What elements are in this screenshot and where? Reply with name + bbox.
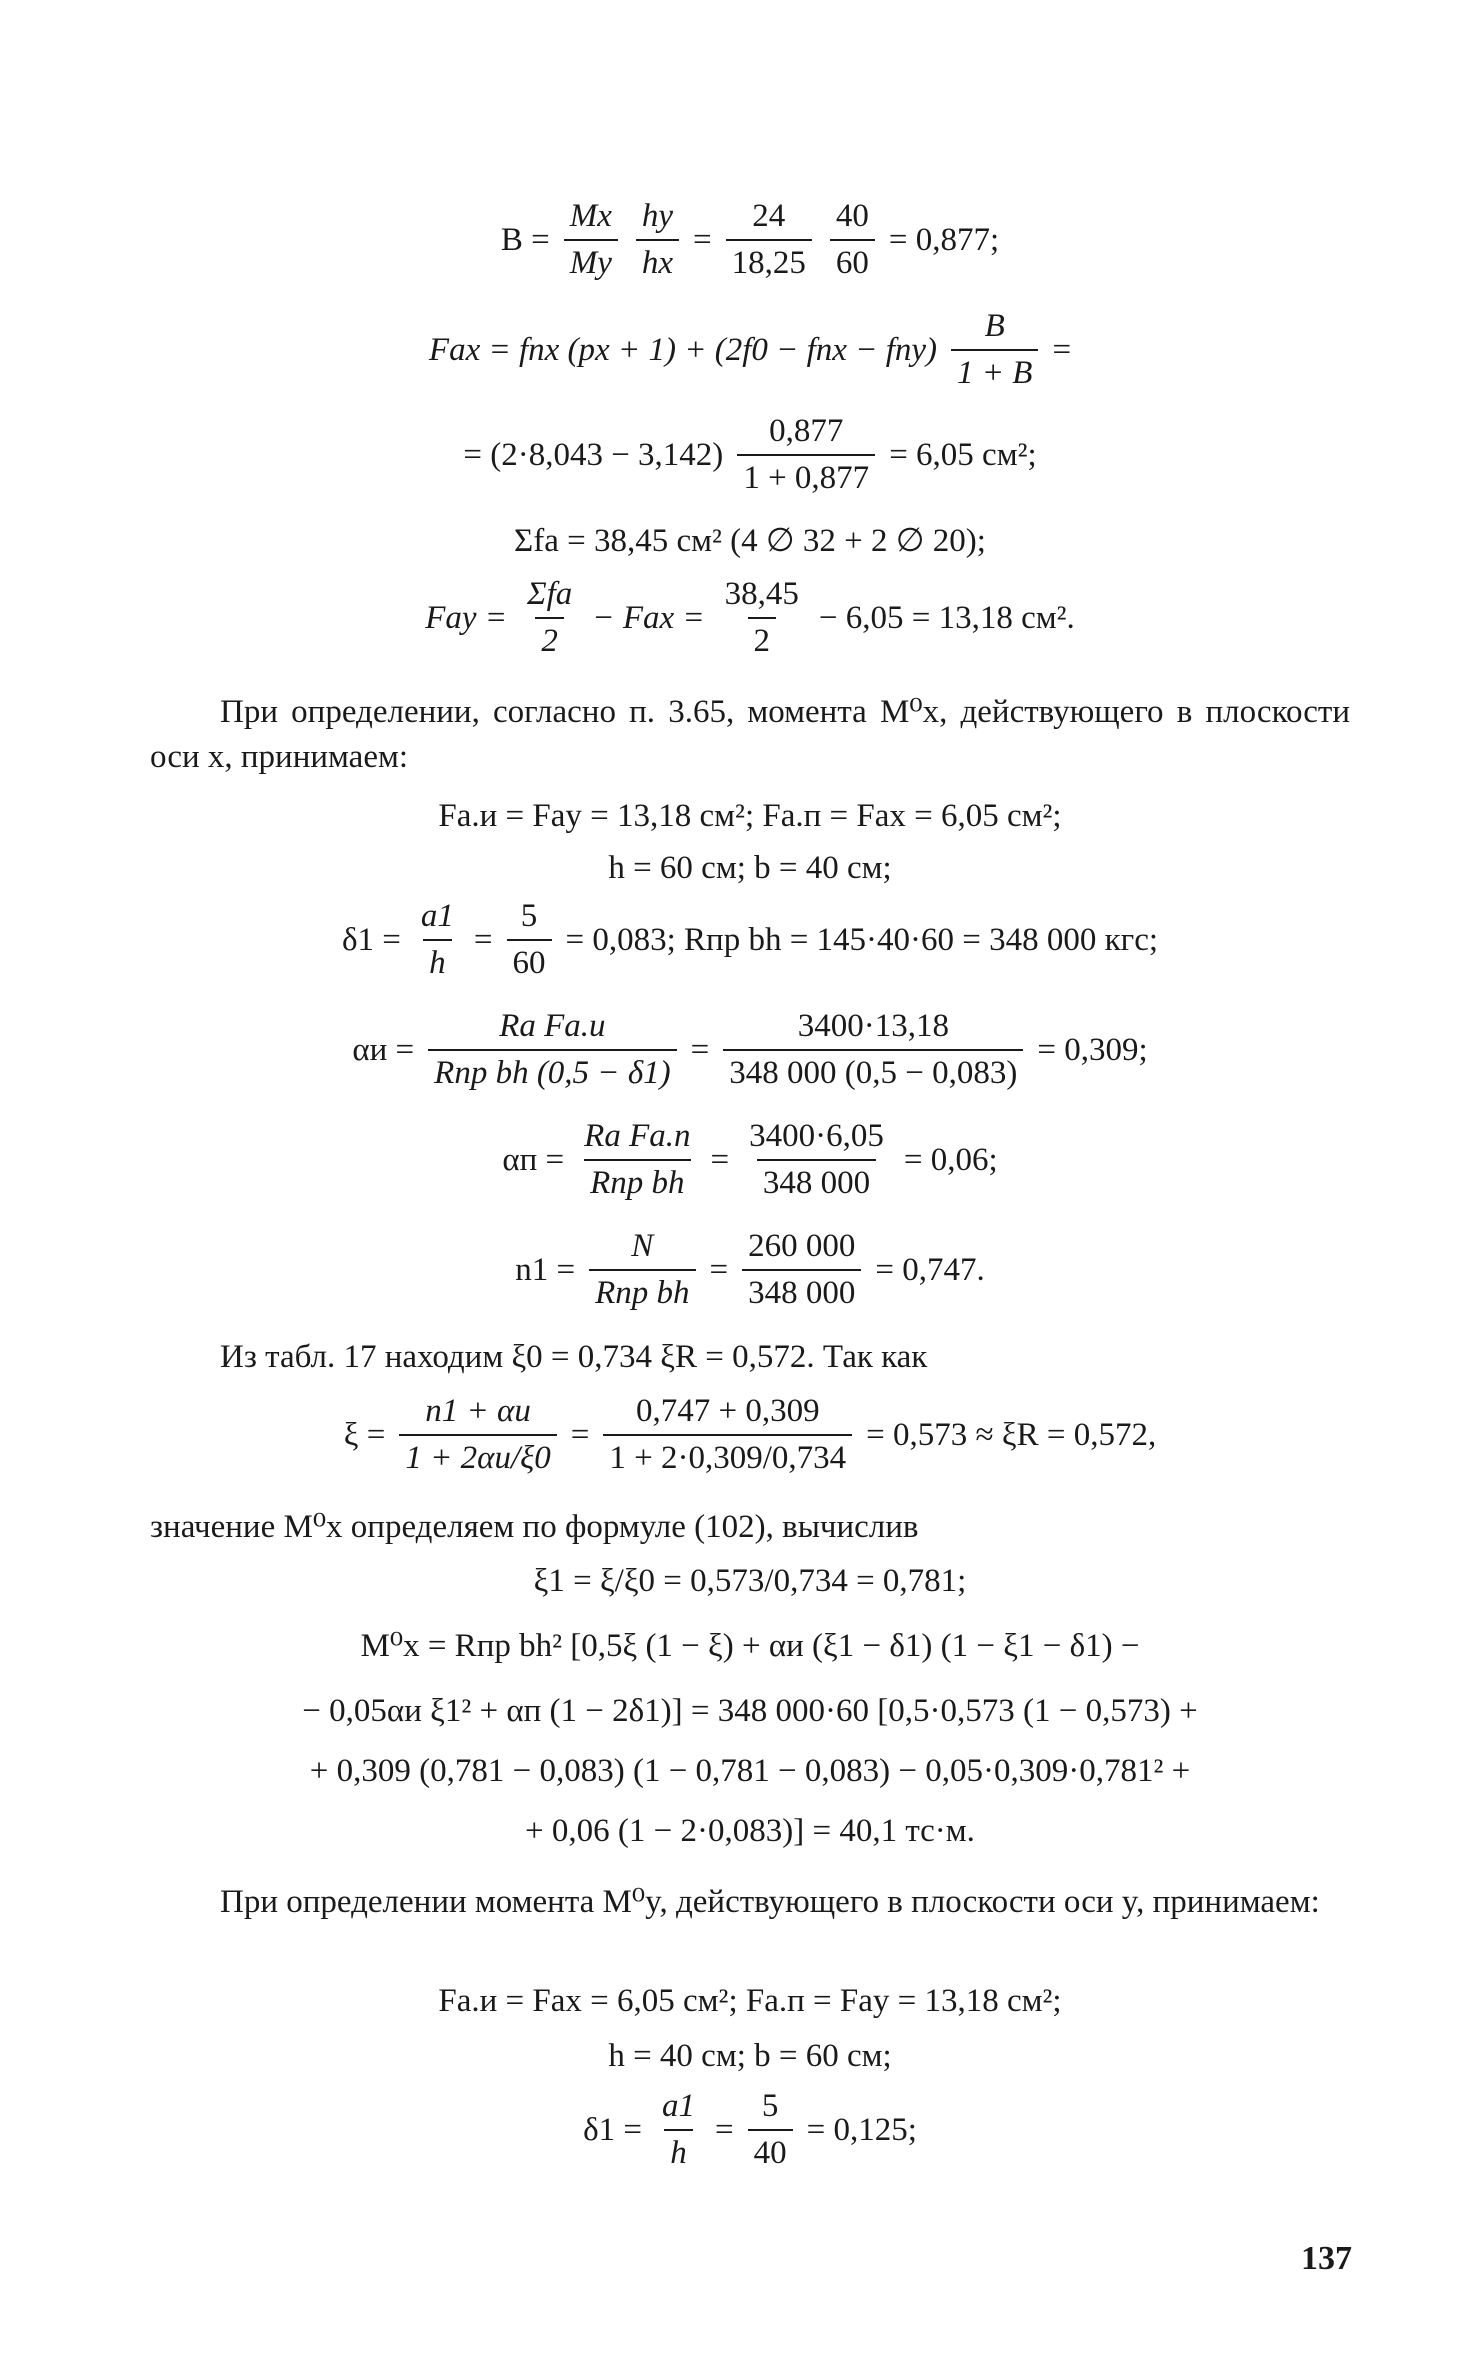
fraction [723, 1010, 1023, 1090]
denominator: 40 [748, 2129, 793, 2170]
eq-mid: − Fax = [592, 599, 705, 636]
paragraph-formula-102: значение M⁰x определяем по формуле (102), вычислив [150, 1509, 919, 1545]
eq-rhs: − 6,05 = 13,18 см². [818, 599, 1075, 636]
equation-fax [150, 310, 1350, 390]
eq-lhs: n1 = [515, 1251, 576, 1288]
denominator: 348 000 [757, 1159, 876, 1200]
eq-lhs: δ1 = [341, 921, 401, 958]
equals-sign: = [473, 921, 493, 958]
equation-areas-x: Fа.и = Fay = 13,18 см²; Fа.п = Fax = 6,05 см²; [438, 798, 1062, 834]
eq-lhs: αп = [502, 1141, 565, 1178]
fraction [726, 200, 812, 280]
equation-fax-value [150, 415, 1350, 495]
fraction [428, 1010, 677, 1090]
equation-mx-line2: − 0,05αи ξ1² + αп (1 − 2δ1)] = 348 000·60 [0,5·0,573 (1 − 0,573) + [302, 1693, 1198, 1729]
eq-rhs: = 6,05 см²; [889, 436, 1037, 473]
equation-alpha-i [150, 1010, 1350, 1090]
numerator: 38,45 [724, 576, 799, 612]
equation-delta1-y [150, 2090, 1350, 2170]
denominator: Rпр bh [589, 1269, 695, 1310]
denominator: h [423, 939, 452, 980]
eq-lhs: = (2·8,043 − 3,142) [463, 436, 724, 473]
fraction [743, 1120, 890, 1200]
equation-xi [150, 1395, 1350, 1475]
equals-sign: = [570, 1416, 590, 1453]
numerator: 0,877 [769, 413, 844, 449]
numerator: 5 [761, 2088, 779, 2124]
eq-rhs: = 0,309; [1037, 1031, 1148, 1068]
equation-alpha-p [150, 1120, 1350, 1200]
numerator: 24 [752, 198, 786, 234]
fraction [589, 1230, 695, 1310]
fraction [737, 415, 875, 495]
numerator: a1 [662, 2088, 695, 2124]
paragraph-table-17: Из табл. 17 находим ξ0 = 0,734 ξR = 0,572. Так как [220, 1339, 928, 1375]
numerator: a1 [420, 898, 454, 934]
page-number: 137 [1301, 2240, 1352, 2277]
fraction [656, 2090, 701, 2170]
denominator: 348 000 (0,5 − 0,083) [723, 1049, 1023, 1090]
denominator: 2 [535, 617, 564, 658]
equation-sum-fa: Σfа = 38,45 см² (4 ∅ 32 + 2 ∅ 20); [514, 523, 986, 559]
eq-rhs: = 0,083; Rпр bh = 145·40·60 = 348 000 кгс; [565, 921, 1159, 958]
eq-lhs: B = [500, 221, 550, 258]
fraction [507, 900, 552, 980]
denominator: 1 + 0,877 [737, 454, 875, 495]
numerator: Mx [569, 198, 612, 234]
fraction [415, 900, 460, 980]
numerator: 260 000 [748, 1228, 856, 1264]
numerator: 0,747 + 0,309 [635, 1393, 820, 1429]
equation-n1 [150, 1230, 1350, 1310]
fraction [830, 200, 875, 280]
denominator: 1 + 2·0,309/0,734 [603, 1434, 852, 1475]
eq-rhs: = 0,747. [875, 1251, 985, 1288]
eq-lhs: Fax = fпх (px + 1) + (2f0 − fпх − fпу) [428, 331, 938, 368]
denominator: 60 [507, 939, 552, 980]
equals-sign: = [693, 221, 712, 258]
eq-rhs: = 0,877; [888, 221, 1000, 258]
equation-dimensions-x: h = 60 см; b = 40 см; [608, 850, 892, 886]
fraction [742, 1230, 861, 1310]
equation-mx-line3: + 0,309 (0,781 − 0,083) (1 − 0,781 − 0,083) − 0,05·0,309·0,781² + [309, 1753, 1191, 1789]
numerator: 5 [520, 898, 538, 934]
equals-sign: = [715, 2111, 734, 2148]
denominator: 1 + 2αи/ξ0 [399, 1434, 556, 1475]
equation-fay [150, 578, 1350, 658]
numerator: Σfа [527, 576, 573, 612]
equation-b [150, 200, 1350, 280]
denominator: hx [636, 239, 679, 280]
eq-lhs: αи = [352, 1031, 415, 1068]
equation-areas-y: Fа.и = Fax = 6,05 см²; Fа.п = Fay = 13,18 см²; [438, 1983, 1062, 2019]
numerator: B [984, 308, 1005, 344]
eq-rhs: = 0,125; [806, 2111, 917, 2148]
numerator: 40 [835, 198, 869, 234]
eq-lhs: ξ = [343, 1416, 386, 1453]
equals-sign: = [690, 1031, 710, 1068]
paragraph-moment-y: При определении момента M⁰y, действующего в плоскости оси y, принимаем: [220, 1884, 1320, 1920]
denominator: Rпр bh (0,5 − δ1) [428, 1049, 677, 1090]
equals-sign: = [709, 1251, 729, 1288]
denominator: 2 [748, 617, 777, 658]
eq-rhs: = 0,06; [903, 1141, 998, 1178]
denominator: 18,25 [726, 239, 812, 280]
denominator: 60 [830, 239, 875, 280]
equation-xi1: ξ1 = ξ/ξ0 = 0,573/0,734 = 0,781; [533, 1563, 967, 1599]
denominator: My [564, 239, 618, 280]
fraction [564, 200, 618, 280]
fraction [603, 1395, 852, 1475]
numerator: N [631, 1228, 654, 1264]
numerator: 3400·13,18 [797, 1008, 949, 1044]
numerator: 3400·6,05 [749, 1118, 884, 1154]
paragraph-moment-x: При определении, согласно п. 3.65, момента M⁰x, действующего в плоскости оси x, принимаем: [150, 694, 1350, 775]
fraction [748, 2090, 793, 2170]
eq-lhs: Fay = [425, 599, 508, 636]
fraction [399, 1395, 556, 1475]
fraction [636, 200, 679, 280]
equals-sign: = [710, 1141, 730, 1178]
fraction [951, 310, 1038, 390]
fraction [719, 578, 805, 658]
numerator: hy [641, 198, 673, 234]
eq-rhs: = [1052, 331, 1072, 368]
denominator: 1 + B [951, 349, 1038, 390]
fraction [521, 578, 578, 658]
numerator: n1 + αи [425, 1393, 531, 1429]
equation-dimensions-y: h = 40 см; b = 60 см; [608, 2038, 892, 2074]
denominator: h [664, 2129, 693, 2170]
eq-lhs: δ1 = [583, 2111, 642, 2148]
eq-rhs: = 0,573 ≈ ξR = 0,572, [866, 1416, 1157, 1453]
denominator: 348 000 [742, 1269, 861, 1310]
equation-mx-line4: + 0,06 (1 − 2·0,083)] = 40,1 тс·м. [525, 1813, 975, 1849]
numerator: Rа Fа.и [499, 1008, 606, 1044]
fraction [578, 1120, 696, 1200]
numerator: Rа Fа.п [584, 1118, 691, 1154]
denominator: Rпр bh [584, 1159, 690, 1200]
equation-mx-line1: M⁰x = Rпр bh² [0,5ξ (1 − ξ) + αи (ξ1 − δ1) (1 − ξ1 − δ1) − [360, 1628, 1140, 1664]
equation-delta1 [150, 900, 1350, 980]
